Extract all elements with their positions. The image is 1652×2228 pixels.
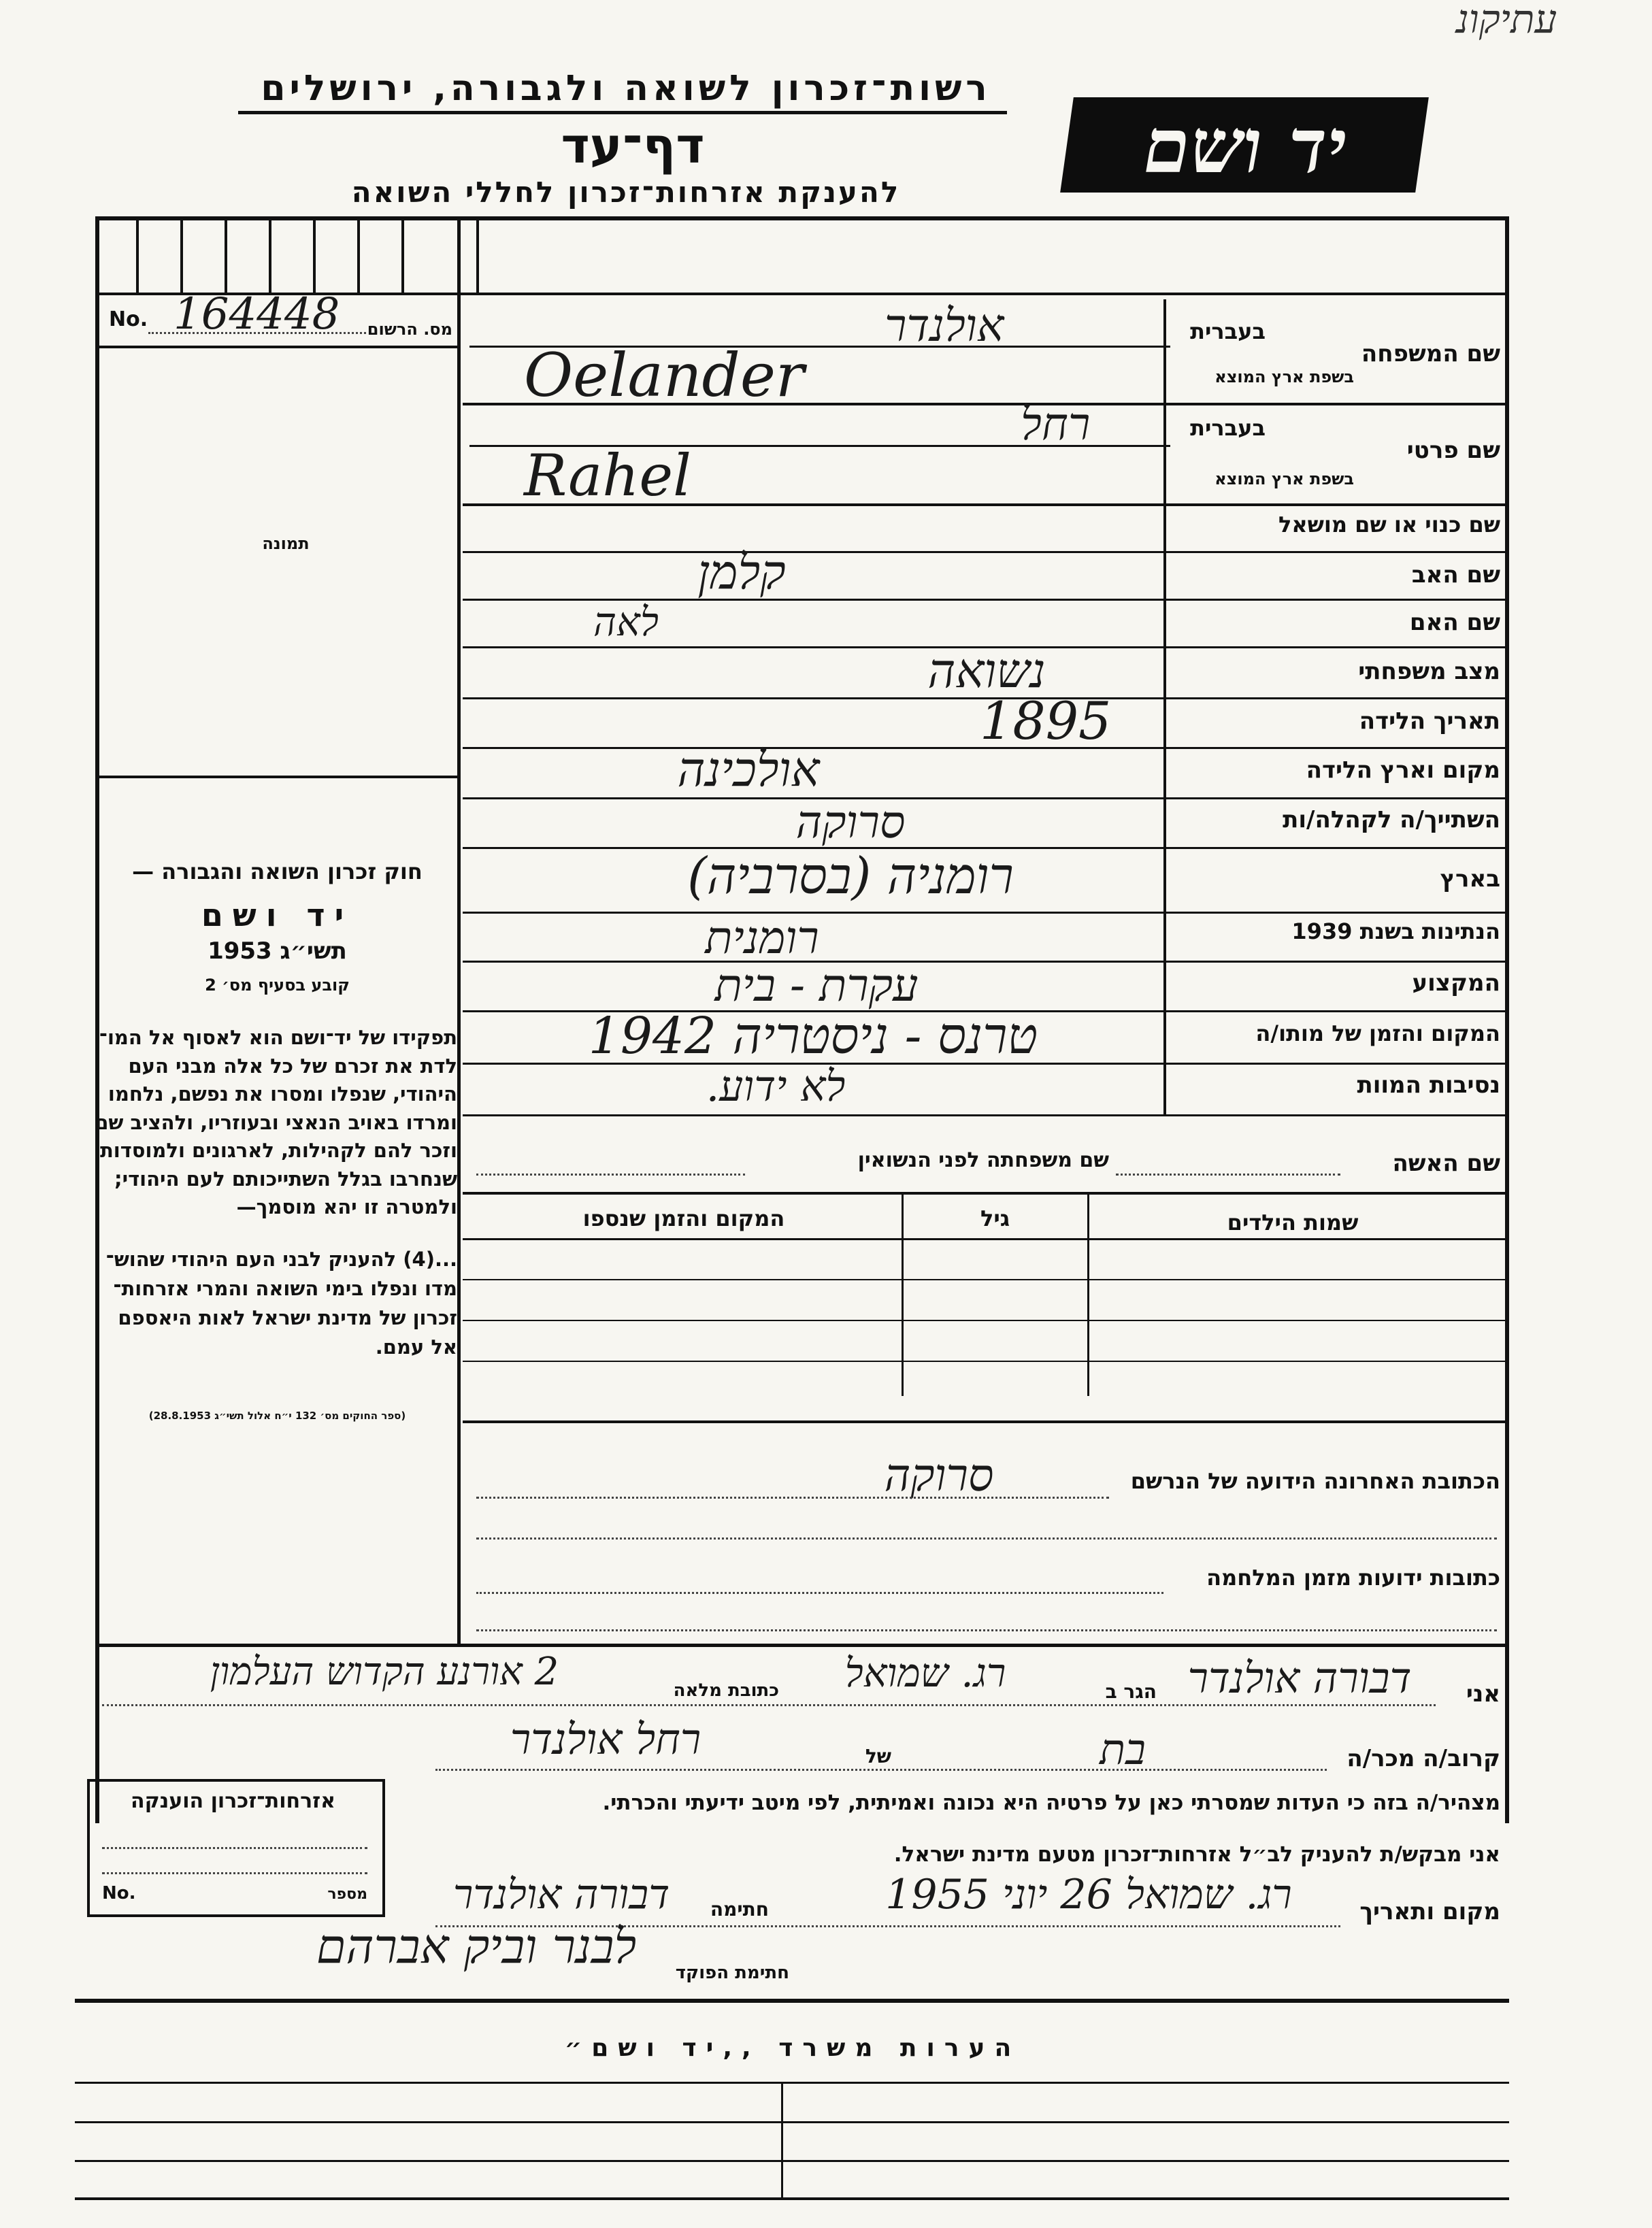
profession-value: עקרת - בית: [714, 959, 919, 1012]
box-div-8: [476, 216, 479, 294]
community-label: השתייך/ה לקהלה/ות: [1283, 806, 1500, 833]
decl-officer-label: חתימת הפוקד: [675, 1963, 789, 1983]
wife-bottom: [463, 1192, 1507, 1195]
decl-statement-2: אני מבקש/ת להעניק לב״ל אזרחות־זכרון מטעם מדינת ישראל.: [893, 1842, 1500, 1867]
decl-place-date: רג. שמואל 26 יוני 1955: [885, 1871, 1292, 1918]
doc-title: דף־עד: [561, 117, 705, 174]
family-name-hebrew: אולנדר: [885, 299, 1004, 352]
profession-label: המקצוע: [1412, 969, 1500, 997]
wife-label: שם האשה: [1392, 1150, 1500, 1177]
box-div-2: [180, 216, 183, 294]
last-address-value: סרוקה: [884, 1449, 994, 1501]
frame-divider-v: [457, 216, 461, 1645]
decl-of-label: של: [865, 1745, 891, 1767]
mother-value: לאה: [593, 599, 659, 645]
citizenship-label: הנתינות בשנת 1939: [1291, 918, 1500, 944]
country-value: רומניה (בסרביה): [687, 847, 1014, 905]
decl-signature-label: חתימה: [710, 1898, 769, 1921]
fields-divider-v: [1163, 299, 1166, 1116]
law-para1-line: תפקידו של יד־ושם הוא לאסוף אל המו־: [99, 1026, 457, 1049]
office-notes-title: הערות משרד ,,יד ושם״: [564, 2034, 1021, 2062]
law-clause: קובע בסעיף מס׳ 2: [205, 976, 350, 995]
death-place-time-label: המקום והזמן של מותו/ה: [1255, 1020, 1500, 1046]
birth-place-label: מקום וארץ הלידה: [1306, 756, 1500, 784]
law-para1-line: וזכר להם לקהילות, לארגונים ולמוסדות: [99, 1139, 457, 1162]
last-address-dots: [476, 1497, 1109, 1499]
office-notes-line: [75, 2121, 1509, 2123]
children-names-header: שמות הילדים: [1227, 1210, 1359, 1235]
decl-declarant: דבורה אולנדר: [1187, 1653, 1412, 1703]
children-row-line: [463, 1279, 1507, 1280]
org-underline: [238, 111, 1007, 114]
reg-no-label: No.: [109, 307, 148, 331]
family-in-hebrew-label: בעברית: [1190, 318, 1266, 344]
first-name-hebrew: רחל: [1021, 398, 1091, 450]
law-para1-line: לדת את זכרם של כל אלה מבני העם: [128, 1054, 457, 1078]
last-address-dots-2: [476, 1537, 1497, 1540]
children-age-header: גיל: [980, 1206, 1010, 1231]
mother-label: שם האם: [1409, 609, 1500, 636]
box-div-4: [269, 216, 271, 294]
law-para2-line: מדו ונפלו בימי השואה והמרי אזרחות־: [113, 1277, 457, 1300]
first-in-origin-label: בשפת ארץ המוצא: [1215, 469, 1354, 488]
office-notes-bottom: [75, 2197, 1509, 2200]
law-para1-line: ולמטרה זו יהא מוסמך—: [236, 1195, 457, 1218]
children-row-line: [463, 1320, 1507, 1321]
decl-relative-label: קרוב/ה מכר/ה: [1347, 1745, 1500, 1772]
law-para2-line: זכרון של מדינת ישראל לאות היאספם: [118, 1306, 457, 1329]
children-place-header: המקום והזמן שנספו: [582, 1206, 785, 1231]
death-place-time-value: טרנס - ניסטריה 1942: [588, 1007, 1038, 1065]
law-para1-line: היהודי, שנפלו ומסרו את נפשם, נלחמו: [108, 1082, 457, 1105]
children-col-1: [1087, 1192, 1089, 1396]
row-line: [463, 797, 1507, 799]
decl-city: רג. שמואל: [844, 1650, 1006, 1696]
office-notes-line: [75, 2160, 1509, 2162]
children-header-bottom: [463, 1238, 1507, 1240]
family-name-latin: Oelander: [524, 340, 804, 410]
first-name-latin: Rahel: [524, 442, 691, 509]
office-notes-line: [75, 2082, 1509, 2084]
decl-i-label: אני: [1466, 1680, 1500, 1708]
wartime-addresses-label: כתובות ידועות מזמן המלחמה: [1206, 1565, 1500, 1591]
photo-bottom: [95, 776, 459, 778]
first-in-hebrew-label: בעברית: [1190, 415, 1266, 441]
law-title: חוק זכרון השואה והגבורה —: [132, 859, 423, 884]
law-para1: [97, 1024, 457, 1222]
last-address-label: הכתובת האחרונה הידועה של הנרשם: [1130, 1468, 1500, 1494]
father-label: שם האב: [1411, 561, 1500, 588]
law-para1-line: שנחרבו בגלל השתייכותם לעם היהודי;: [114, 1167, 457, 1191]
children-row-line: [463, 1361, 1507, 1362]
decl-resident-label: הגר ב: [1105, 1680, 1157, 1703]
law-ref: (ספר החוקים מס׳ 132 י״ח אלול תשי״ג 28.8.1953): [148, 1410, 406, 1422]
award-box-title: אזרחות־זכרון הוענקה: [130, 1789, 336, 1813]
decl-line2-dots: [435, 1769, 1327, 1771]
law-year: תשי״ג 1953: [208, 937, 347, 965]
wartime-dots-2: [476, 1629, 1497, 1631]
box-div-5: [313, 216, 316, 294]
declaration-top: [95, 1644, 1509, 1647]
decl-place-date-label: מקום ותאריך: [1359, 1898, 1500, 1925]
decl-address-label: כתובת מלאה: [673, 1680, 779, 1701]
law-para2: [97, 1245, 457, 1362]
reg-bottom: [95, 346, 459, 348]
father-value: קלמן: [697, 544, 786, 600]
logo-text: יד ושם: [1143, 102, 1347, 190]
decl-signature: דבורה אולנדר: [452, 1871, 670, 1918]
death-circumstances-value: לא ידוע.: [706, 1061, 846, 1111]
frame-left: [95, 216, 99, 1823]
marital-value: נשואה: [927, 643, 1046, 699]
children-col-2: [902, 1192, 904, 1396]
decl-line1-dots: [102, 1704, 1436, 1706]
office-notes-mid: [781, 2082, 783, 2199]
marital-label: מצב משפחתי: [1358, 658, 1500, 685]
birth-date-value: 1895: [980, 691, 1112, 751]
death-circumstances-label: נסיבות המוות: [1357, 1071, 1500, 1099]
corner-note: עתיקונ: [1456, 0, 1557, 42]
birth-date-label: תאריך הלידה: [1359, 708, 1500, 735]
row-line: [463, 912, 1507, 914]
reg-number: 164448: [174, 289, 340, 339]
country-label: בארץ: [1440, 865, 1500, 893]
law-para2-line: אל עמם.: [375, 1335, 457, 1359]
decl-deceased: רחל אולנדר: [510, 1714, 701, 1764]
wartime-dots: [476, 1592, 1163, 1594]
office-notes-top: [75, 1999, 1509, 2003]
wife-dots: [1116, 1174, 1340, 1176]
children-bottom: [463, 1420, 1507, 1423]
box-div-6: [357, 216, 360, 294]
law-para2-line: ...(4) להעניק לבני העם היהודי שהוש־: [105, 1248, 457, 1271]
frame-right: [1505, 216, 1509, 1823]
row-line: [463, 551, 1507, 553]
first-name-label: שם פרטי: [1406, 437, 1500, 464]
family-name-label: שם המשפחה: [1361, 340, 1500, 367]
decl-address: 2 אורנע הקדוש העלמון: [210, 1650, 559, 1694]
award-he-no: מספר: [327, 1886, 367, 1903]
decl-relation: בת: [1100, 1725, 1146, 1774]
box-div-1: [136, 216, 139, 294]
birth-place-value: אולכינה: [677, 742, 820, 797]
citizenship-value: רומנית: [705, 912, 819, 964]
box-div-3: [225, 216, 227, 294]
law-name: יד ושם: [201, 897, 354, 933]
award-box-dots-2: [102, 1872, 367, 1874]
award-no-label: No.: [102, 1883, 136, 1903]
wife-maiden-label: שם משפחתה לפני הנשואין: [857, 1148, 1109, 1172]
decl-statement-1: מצהיר/ה בזה כי העדות שמסרתי כאן על פרטיה היא נכונה ואמיתית, לפי מיטב ידיעתי והכרתי.: [602, 1791, 1500, 1815]
decl-officer-signature: לבנר וביק אברהם: [316, 1918, 637, 1974]
frame-top: [95, 216, 1509, 220]
community-value: סרוקה: [795, 796, 906, 848]
nickname-label: שם כנוי או שם מושאל: [1278, 512, 1500, 537]
law-para1-line: ומרדו באויב הנאצי ובעוזריו, ולהציב שם: [95, 1110, 457, 1134]
row-line: [463, 1114, 1507, 1116]
box-div-7: [401, 216, 404, 294]
org-line: רשות־זכרון לשואה ולגבורה, ירושלים: [261, 68, 991, 109]
doc-subtitle: להענקת אזרחות־זכרון לחללי השואה: [351, 176, 901, 209]
award-box-dots-1: [102, 1847, 367, 1849]
reg-he-label: מס. הרשום: [367, 320, 452, 339]
family-in-origin-label: בשפת ארץ המוצא: [1215, 367, 1354, 386]
photo-label: תמונה: [262, 534, 310, 553]
wife-maiden-dots: [476, 1174, 745, 1176]
